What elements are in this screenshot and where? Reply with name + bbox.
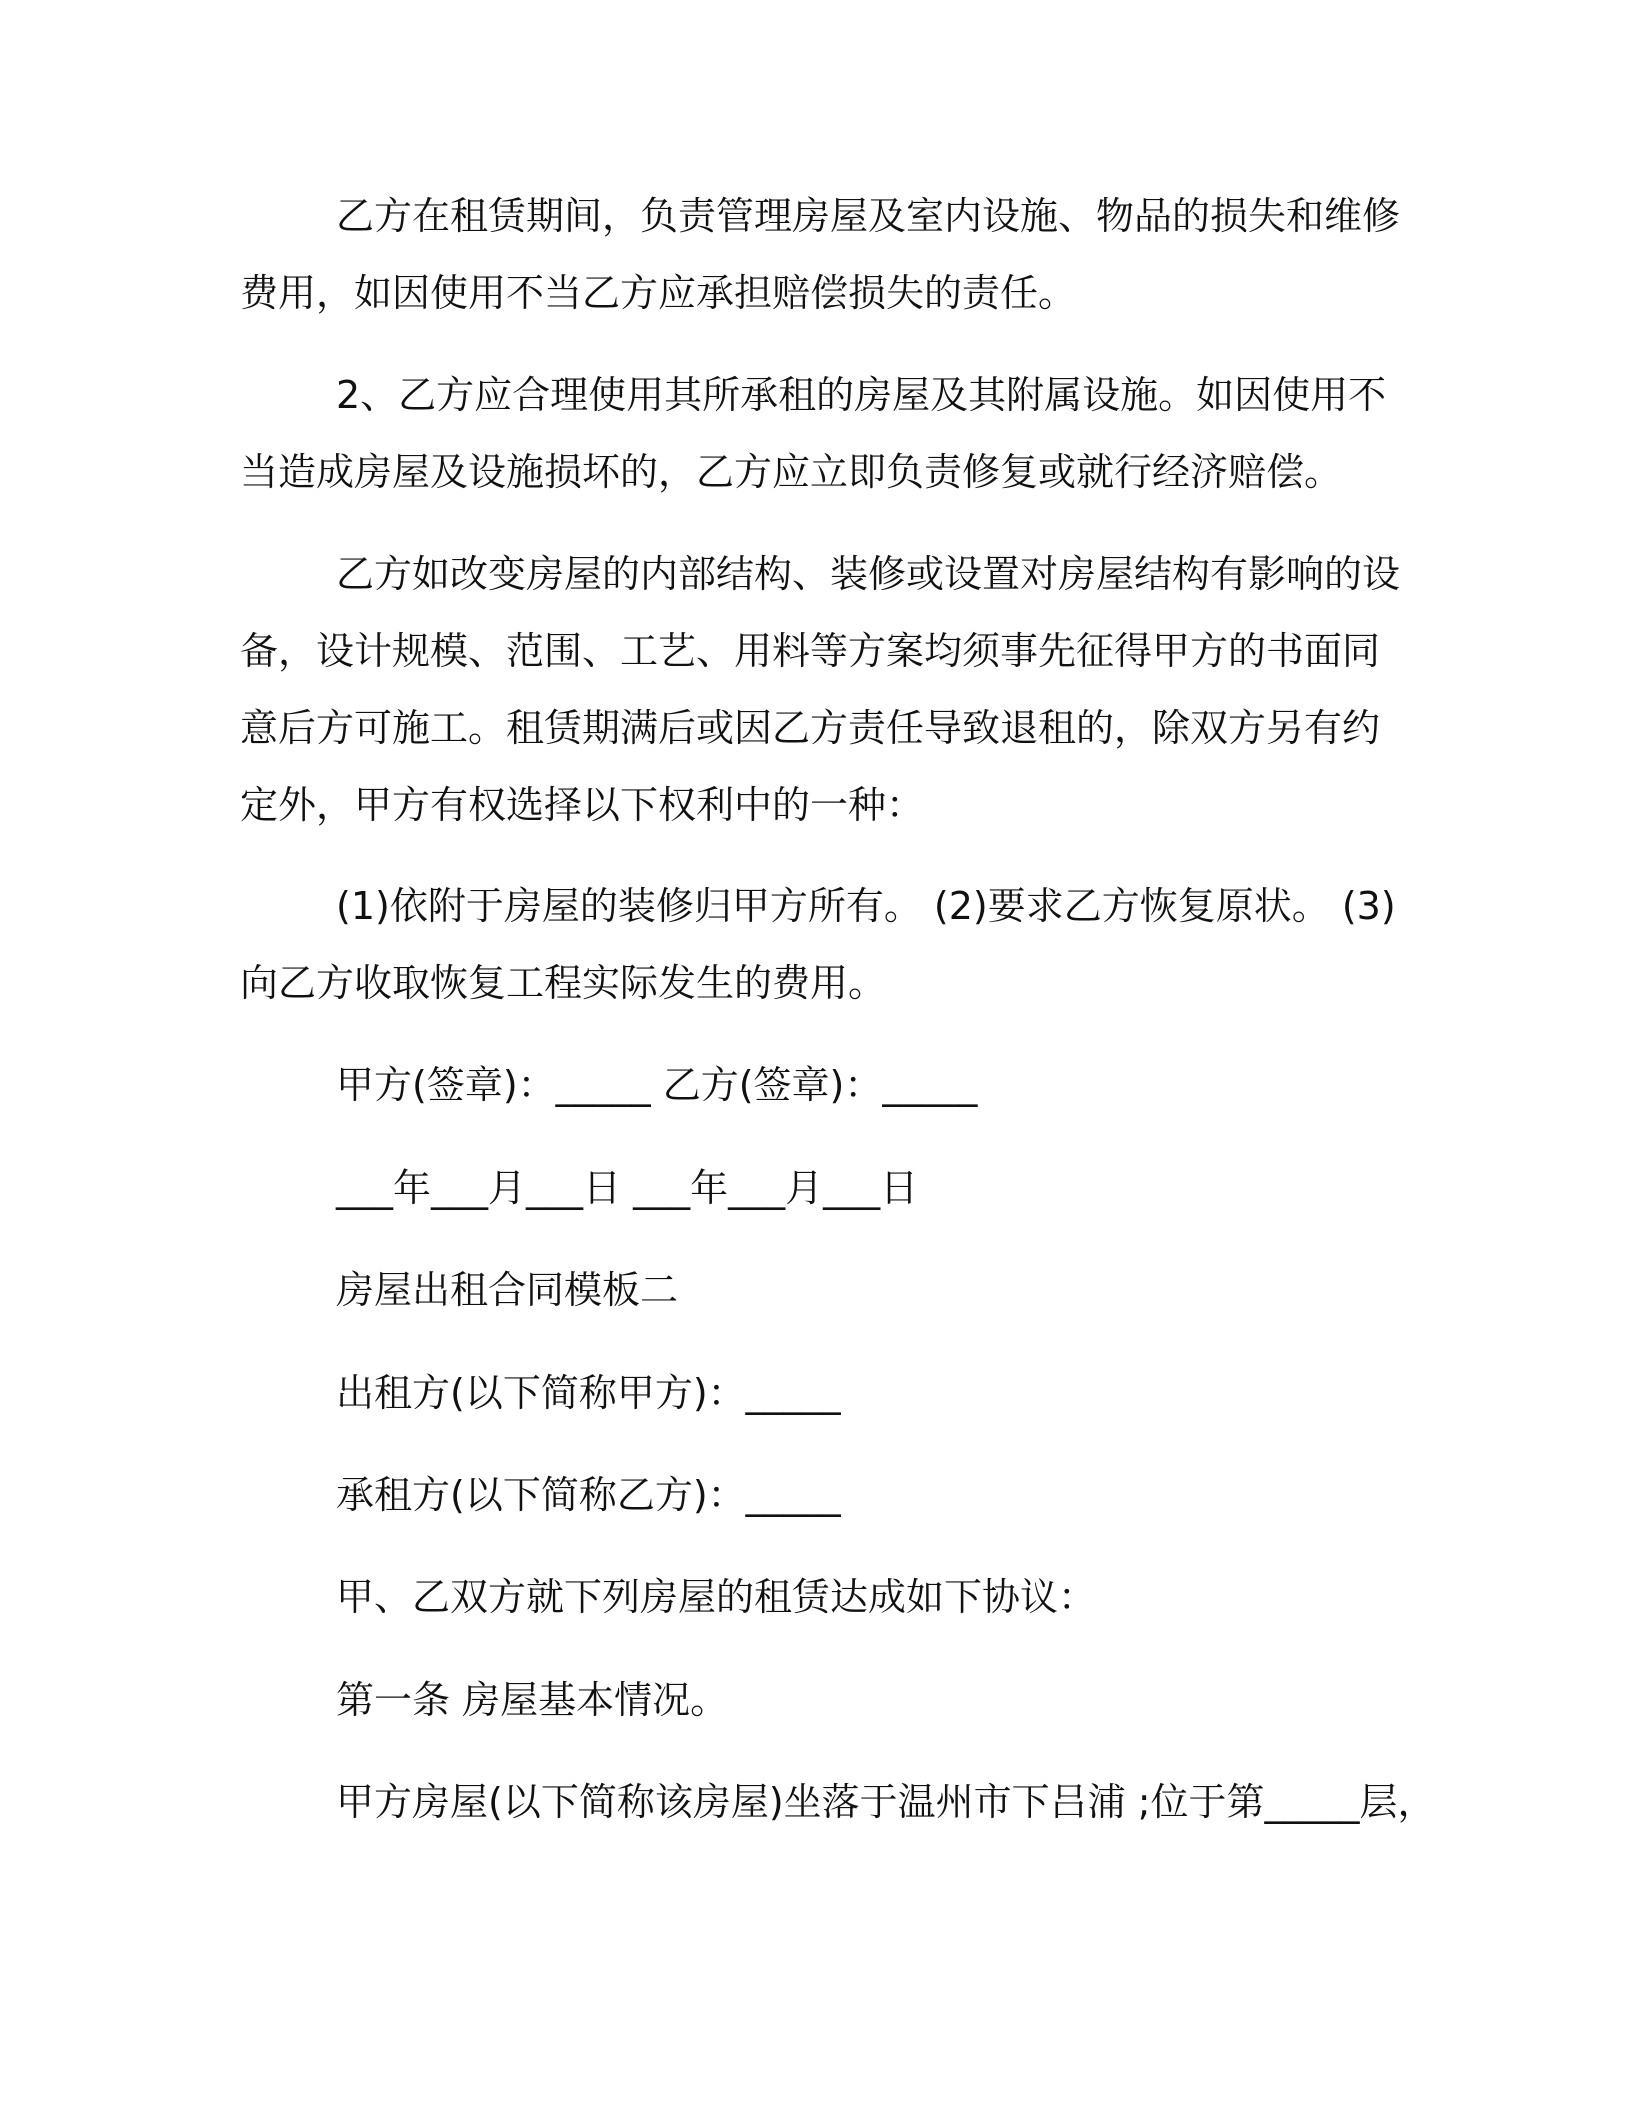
- text-line: 乙方在租赁期间，负责管理房屋及室内设施、物品的损失和维修: [336, 194, 1401, 238]
- text-line: (1)依附于房屋的装修归甲方所有。 (2)要求乙方恢复原状。 (3): [336, 884, 1396, 928]
- template-title: 房屋出租合同模板二: [336, 1268, 679, 1312]
- text-line: 意后方可施工。租赁期满后或因乙方责任导致退租的，除双方另有约: [240, 706, 1381, 750]
- text-line: 向乙方收取恢复工程实际发生的费用。: [240, 961, 887, 1005]
- lessor-line: 出租方(以下简称甲方)：_____: [336, 1371, 841, 1415]
- text-line: 备，设计规模、范围、工艺、用料等方案均须事先征得甲方的书面同: [240, 629, 1381, 673]
- paragraph-maintenance: [240, 178, 1410, 332]
- text-line: 2、乙方应合理使用其所承租的房屋及其附属设施。如因使用不: [336, 373, 1387, 417]
- article1-heading: 第一条 房屋基本情况。: [336, 1678, 729, 1722]
- lessee-line: 承租方(以下简称乙方)：_____: [336, 1473, 841, 1517]
- paragraph-rights-options: [240, 868, 1410, 1022]
- agreement-line: 甲、乙双方就下列房屋的租赁达成如下协议：: [336, 1575, 1097, 1619]
- paragraph-reasonable-use: [240, 357, 1410, 511]
- text-line: 定外，甲方有权选择以下权利中的一种：: [240, 783, 925, 827]
- text-line: 乙方如改变房屋的内部结构、装修或设置对房屋结构有影响的设: [336, 552, 1401, 596]
- article1-text: 甲方房屋(以下简称该房屋)坐落于温州市下吕浦 ;位于第_____层，: [336, 1780, 1436, 1824]
- text-line: 当造成房屋及设施损坏的，乙方应立即负责修复或就行经济赔偿。: [240, 450, 1343, 494]
- paragraph-structure-change: [240, 536, 1410, 844]
- date-line: ___年___月___日 ___年___月___日: [336, 1166, 919, 1210]
- signature-line: 甲方(签章)：_____ 乙方(签章)：_____: [336, 1063, 978, 1107]
- text-line: 费用，如因使用不当乙方应承担赔偿损失的责任。: [240, 271, 1077, 315]
